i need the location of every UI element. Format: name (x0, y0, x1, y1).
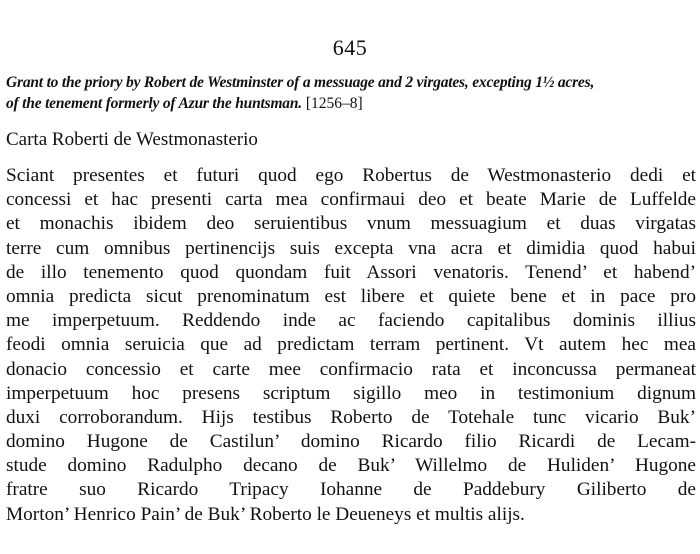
charter-line: duxi corroborandum. Hijs testibus Roberto de Totehale tunc vicario Buk’ (6, 406, 696, 428)
charter-heading (6, 72, 696, 114)
charter-line: et monachis ibidem deo seruientibus vnum messuagium et duas virgatas (6, 213, 696, 235)
heading-line-2 (6, 93, 696, 114)
charter-line: omnia predicta sicut prenominatum est libere et quiete bene et in pace pro (6, 285, 696, 307)
charter-line: stude domino Radulpho decano de Buk’ Willelmo de Huliden’ Hugone (6, 455, 696, 477)
charter-line: concessi et hac presenti carta mea confirmaui deo et beate Marie de Luffelde (6, 189, 696, 211)
page-number: 645 (332, 35, 368, 60)
charter-line: Morton’ Henrico Pain’ de Buk’ Roberto le Deueneys et multis alijs. (6, 503, 525, 525)
heading-description-2: of the tenement formerly of Azur the huntsman. (6, 95, 302, 112)
charter-text (6, 164, 696, 527)
charter-line: Sciant presentes et futuri quod ego Robertus de Westmonasterio dedi et (6, 165, 696, 186)
charter-line: me imperpetuum. Reddendo inde ac faciendo capitalibus dominis illius (6, 310, 696, 332)
heading-description-1: Grant to the priory by Robert de Westminster of a messuage and 2 virgates, excepting 1½ acres, (6, 74, 595, 91)
charter-line: de illo tenemento quod quondam fuit Assori venatoris. Tenend’ et habend’ (6, 261, 696, 283)
charter-line: donacio concessio et carte mee confirmacio rata et inconcussa permaneat (6, 358, 696, 380)
charter-line: feodi omnia seruicia que ad predictam terram pertinent. Vt autem hec mea (6, 334, 696, 356)
charter-line: terre cum omnibus pertinencijs suis excepta vna acra et dimidia quod habui (6, 237, 696, 259)
heading-date: [1256–8] (305, 95, 363, 112)
charter-title: Carta Roberti de Westmonasterio (6, 129, 258, 150)
charter-line: imperpetuum hoc presens scriptum sigillo meo in testimonium dignum (6, 382, 696, 404)
charter-line: domino Hugone de Castilun’ domino Ricardo filio Ricardi de Lecam- (6, 431, 696, 453)
heading-line-1 (6, 72, 696, 93)
charter-line: fratre suo Ricardo Tripacy Iohanne de Paddebury Giliberto de (6, 479, 696, 501)
